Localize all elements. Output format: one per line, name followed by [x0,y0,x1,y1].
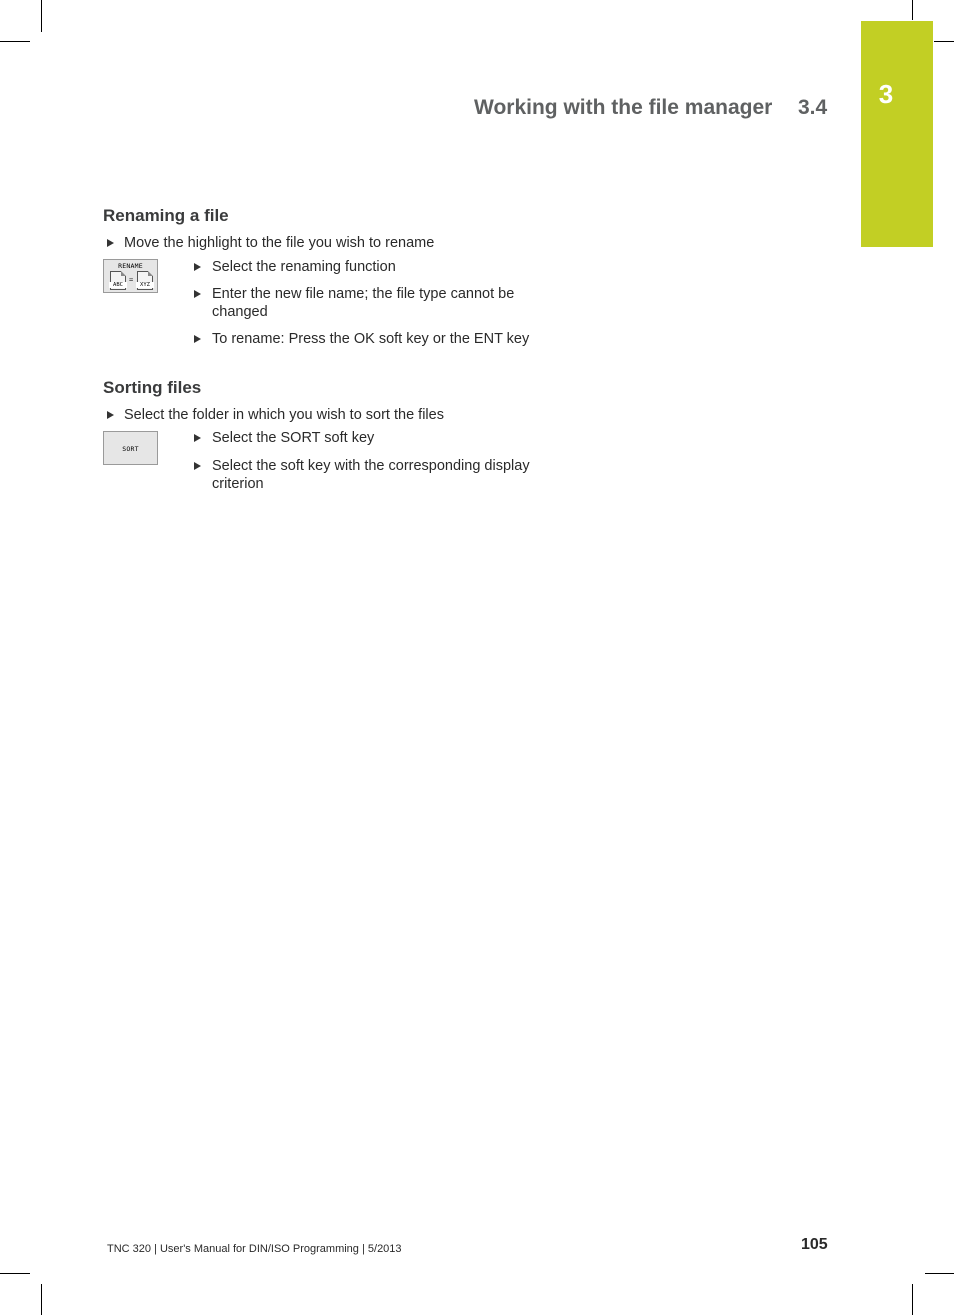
list-item-text: Enter the new file name; the file type cannot be changed [212,286,515,320]
bullet-arrow-icon [194,290,201,298]
sort-softkey-icon [103,431,158,465]
softkey-label: RENAME [118,262,143,270]
crop-mark [912,1284,913,1315]
list-item-text: Select the renaming function [212,259,396,275]
list-item [194,458,539,493]
bullet-arrow-icon [107,239,114,247]
list-item [107,235,527,253]
list-item [194,331,554,349]
bullet-arrow-icon [194,335,201,343]
document-icon [110,271,126,290]
footer-text: TNC 320 | User's Manual for DIN/ISO Programming | 5/2013 [107,1243,402,1255]
crop-mark [0,41,30,42]
list-item-text: To rename: Press the OK soft key or the ENT key [212,331,530,347]
bullet-arrow-icon [194,462,201,470]
crop-mark [0,1273,30,1274]
chapter-number: 3 [878,79,894,109]
section-heading-sorting: Sorting files [103,378,202,397]
running-header-section-number: 3.4 [798,96,828,119]
equals-sign: = [129,276,134,284]
crop-mark [41,1284,42,1315]
list-item [194,430,539,448]
list-item [194,259,539,277]
softkey-label: SORT [122,445,139,453]
crop-mark [912,0,913,20]
list-item-text: Select the folder in which you wish to sort the files [124,407,444,423]
page-number: 105 [801,1236,828,1253]
list-item [194,286,539,321]
list-item [107,407,527,425]
section-heading-renaming: Renaming a file [103,206,229,225]
document-icon [137,271,153,290]
crop-mark [934,41,954,42]
rename-from-text: ABC [109,282,127,288]
rename-softkey-icon [103,259,158,293]
running-header-title: Working with the file manager [474,96,773,119]
list-item-text: Select the soft key with the corresponding display criterion [212,458,530,492]
list-item-text: Select the SORT soft key [212,430,375,446]
bullet-arrow-icon [194,434,201,442]
crop-mark [925,1273,954,1274]
bullet-arrow-icon [194,263,201,271]
rename-to-text: XYZ [136,282,154,288]
list-item-text: Move the highlight to the file you wish to rename [124,235,435,251]
crop-mark [41,0,42,32]
bullet-arrow-icon [107,411,114,419]
chapter-tab [861,21,933,247]
